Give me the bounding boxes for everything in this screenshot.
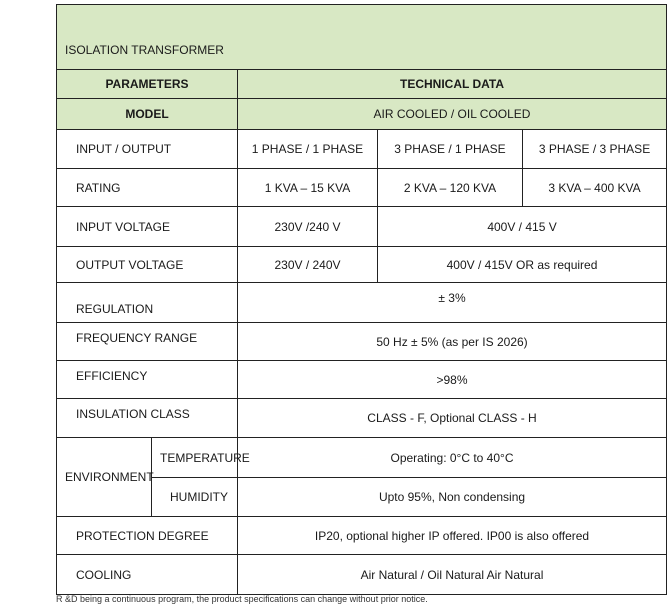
rating-value: 1 KVA – 15 KVA [238, 169, 378, 207]
footer-note: R &D being a continuous program, the product specifications can change without prior notice. [56, 594, 428, 604]
efficiency-value: >98% [238, 361, 667, 399]
page-title: ISOLATION TRANSFORMER [57, 5, 667, 70]
humidity-value: Upto 95%, Non condensing [238, 478, 667, 517]
output-voltage-row [57, 247, 667, 283]
protection-degree-value: IP20, optional higher IP offered. IP00 is also offered [238, 517, 667, 555]
input-output-row [57, 130, 667, 169]
frequency-range-label: FREQUENCY RANGE [57, 323, 238, 361]
rating-row [57, 169, 667, 207]
model-label: MODEL [57, 99, 238, 130]
input-output-value: 3 PHASE / 1 PHASE [378, 130, 523, 169]
cooling-label: COOLING [57, 555, 238, 595]
output-voltage-value: 400V / 415V OR as required [378, 247, 667, 283]
protection-degree-row [57, 517, 667, 555]
input-voltage-row [57, 207, 667, 247]
environment-temperature-row [57, 438, 667, 478]
protection-degree-label: PROTECTION DEGREE [57, 517, 238, 555]
insulation-class-row [57, 399, 667, 438]
cooling-value: Air Natural / Oil Natural Air Natural [238, 555, 667, 595]
rating-value: 2 KVA – 120 KVA [378, 169, 523, 207]
input-output-value: 1 PHASE / 1 PHASE [238, 130, 378, 169]
efficiency-row [57, 361, 667, 399]
rating-label: RATING [57, 169, 238, 207]
output-voltage-label: OUTPUT VOLTAGE [57, 247, 238, 283]
temperature-value: Operating: 0°C to 40°C [238, 438, 667, 478]
regulation-label: REGULATION [57, 283, 238, 323]
temperature-label: TEMPERATURE [152, 438, 238, 478]
title-row [57, 5, 667, 70]
humidity-label: HUMIDITY [152, 478, 238, 517]
input-output-label: INPUT / OUTPUT [57, 130, 238, 169]
parameters-header: PARAMETERS [57, 70, 238, 99]
input-output-value: 3 PHASE / 3 PHASE [523, 130, 667, 169]
input-voltage-value: 230V /240 V [238, 207, 378, 247]
regulation-row [57, 283, 667, 323]
header-row [57, 70, 667, 99]
technical-data-header: TECHNICAL DATA [238, 70, 667, 99]
spec-table [56, 4, 667, 595]
output-voltage-value: 230V / 240V [238, 247, 378, 283]
efficiency-label: EFFICIENCY [57, 361, 238, 399]
insulation-class-value: CLASS - F, Optional CLASS - H [238, 399, 667, 438]
environment-label: ENVIRONMENT [57, 438, 152, 517]
input-voltage-value: 400V / 415 V [378, 207, 667, 247]
insulation-class-label: INSULATION CLASS [57, 399, 238, 438]
input-voltage-label: INPUT VOLTAGE [57, 207, 238, 247]
frequency-range-row [57, 323, 667, 361]
cooling-row [57, 555, 667, 595]
model-row [57, 99, 667, 130]
model-value: AIR COOLED / OIL COOLED [238, 99, 667, 130]
frequency-range-value: 50 Hz ± 5% (as per IS 2026) [238, 323, 667, 361]
rating-value: 3 KVA – 400 KVA [523, 169, 667, 207]
regulation-value: ± 3% [238, 283, 667, 323]
